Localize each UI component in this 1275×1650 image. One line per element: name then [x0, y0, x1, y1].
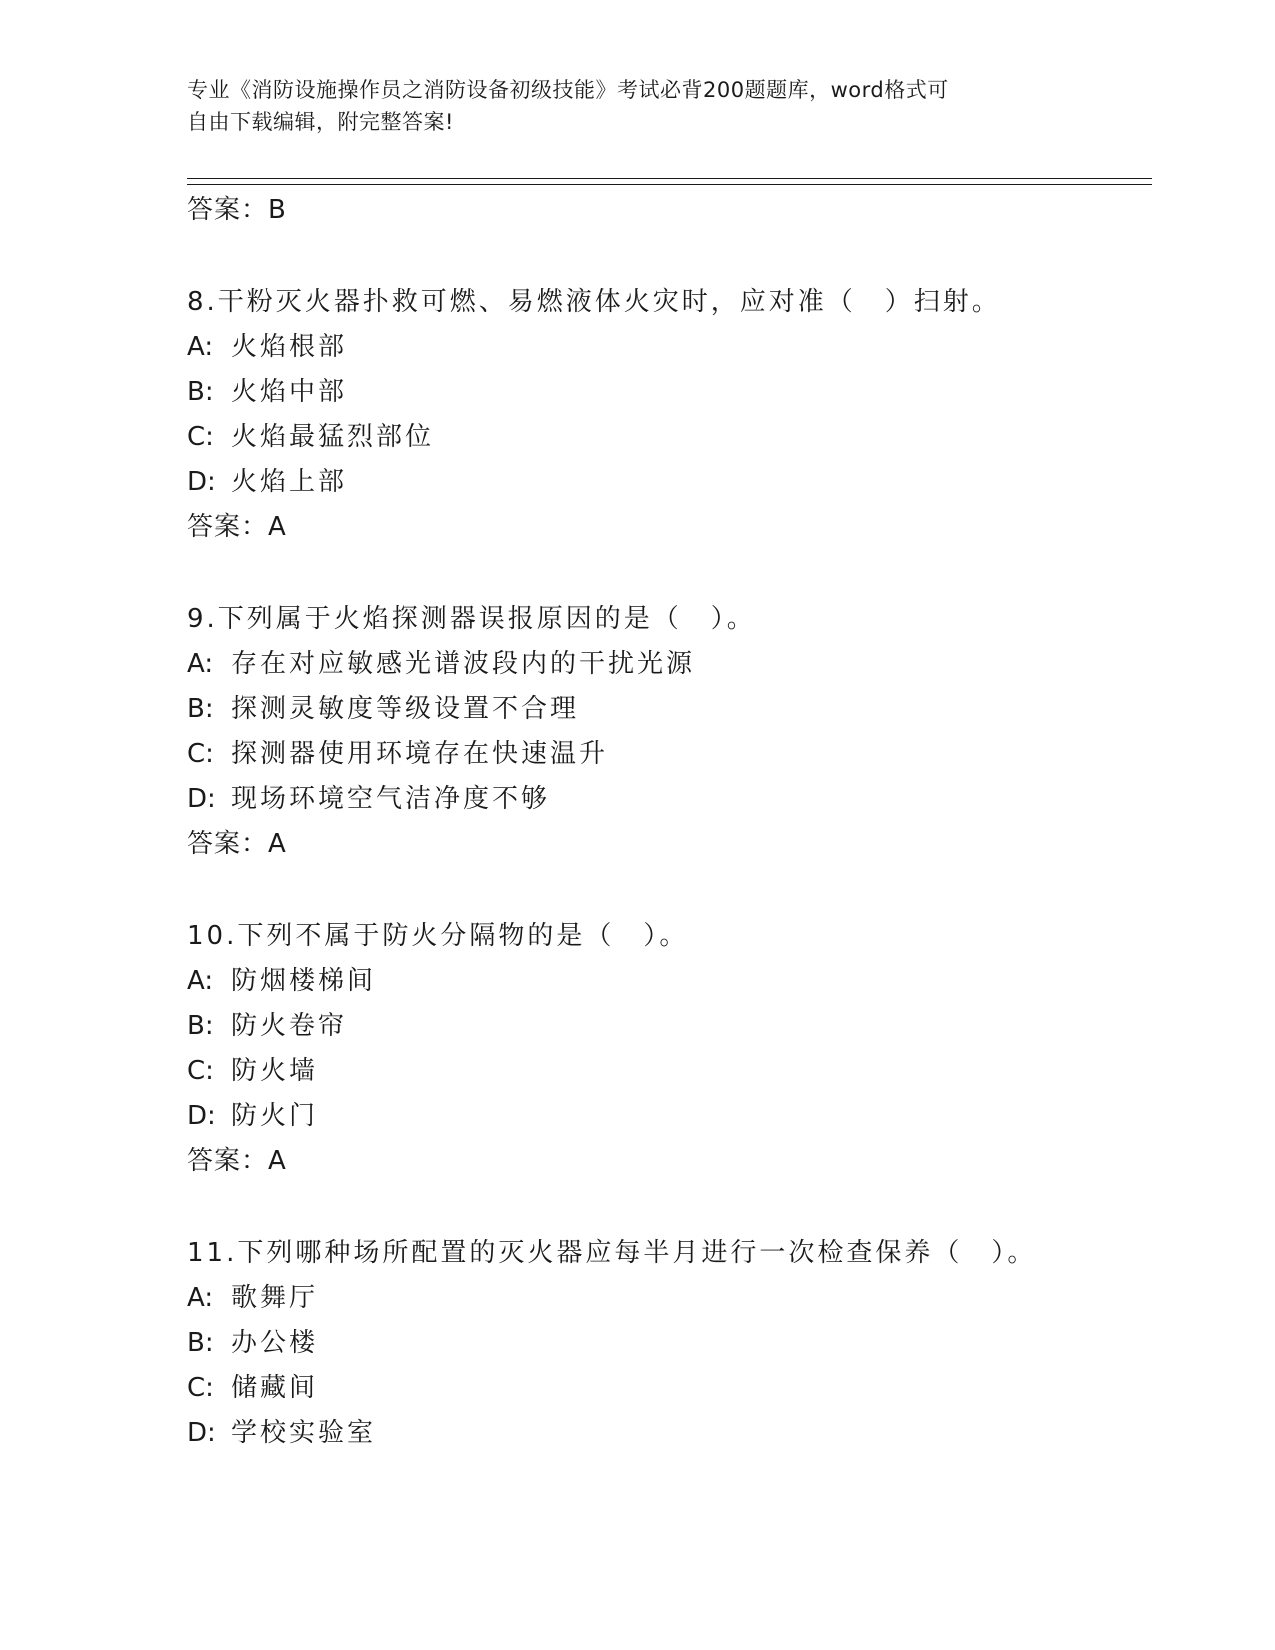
option-letter: C:: [187, 1056, 214, 1086]
option-letter: A:: [187, 966, 214, 996]
option-item: [187, 732, 1152, 777]
option-letter: D:: [187, 1101, 216, 1131]
option-item: [187, 1321, 1152, 1366]
option-text: 火焰最猛烈部位: [231, 422, 435, 452]
option-letter: A:: [187, 332, 214, 362]
answer-line: 答案：A: [187, 829, 287, 859]
option-item: [187, 777, 1152, 822]
option-text: 防火卷帘: [231, 1011, 348, 1041]
option-letter: B:: [187, 1011, 214, 1041]
option-text: 防火墙: [231, 1056, 319, 1086]
option-item: [187, 687, 1152, 732]
option-item: [187, 1411, 1152, 1456]
question-text: 9.下列属于火焰探测器误报原因的是（ ）。: [187, 604, 756, 634]
option-item: [187, 1004, 1152, 1049]
document-header: [187, 74, 1087, 138]
option-item: [187, 642, 1152, 687]
option-item: [187, 460, 1152, 505]
option-item: [187, 1049, 1152, 1094]
question-text: 10.下列不属于防火分隔物的是（ ）。: [187, 921, 689, 951]
option-item: [187, 1094, 1152, 1139]
header-divider-bottom: [187, 184, 1152, 185]
option-letter: D:: [187, 1418, 216, 1448]
option-letter: D:: [187, 784, 216, 814]
option-letter: C:: [187, 1373, 214, 1403]
option-letter: A:: [187, 1283, 214, 1313]
answer-line: 答案：B: [187, 195, 287, 225]
option-letter: C:: [187, 422, 214, 452]
answer-line: 答案：A: [187, 512, 287, 542]
header-line-2: 自由下载编辑，附完整答案!: [187, 110, 454, 134]
header-divider-top: [187, 178, 1152, 179]
option-text: 火焰中部: [231, 377, 348, 407]
question-block: [187, 597, 1152, 867]
option-letter: B:: [187, 377, 214, 407]
option-letter: C:: [187, 739, 214, 769]
option-text: 存在对应敏感光谱波段内的干扰光源: [231, 649, 696, 679]
option-item: [187, 370, 1152, 415]
option-item: [187, 1366, 1152, 1411]
header-line-1: 专业《消防设施操作员之消防设备初级技能》考试必背200题题库，word格式可: [187, 78, 949, 102]
option-text: 歌舞厅: [231, 1283, 319, 1313]
question-text: 8.干粉灭火器扑救可燃、易燃液体火灾时，应对准（ ）扫射。: [187, 287, 1001, 317]
answer-line: 答案：A: [187, 1146, 287, 1176]
option-text: 储藏间: [231, 1373, 319, 1403]
option-text: 防烟楼梯间: [231, 966, 377, 996]
option-item: [187, 959, 1152, 1004]
option-text: 办公楼: [231, 1328, 319, 1358]
option-item: [187, 325, 1152, 370]
option-letter: D:: [187, 467, 216, 497]
option-text: 学校实验室: [231, 1418, 377, 1448]
option-letter: B:: [187, 694, 214, 724]
option-item: [187, 415, 1152, 460]
option-item: [187, 1276, 1152, 1321]
option-text: 现场环境空气洁净度不够: [231, 784, 551, 814]
option-text: 防火门: [231, 1101, 319, 1131]
question-block: [187, 1231, 1152, 1456]
question-block: [187, 280, 1152, 550]
option-letter: A:: [187, 649, 214, 679]
option-text: 火焰根部: [231, 332, 348, 362]
question-block: [187, 914, 1152, 1184]
option-text: 探测灵敏度等级设置不合理: [231, 694, 580, 724]
question-text: 11.下列哪种场所配置的灭火器应每半月进行一次检查保养（ ）。: [187, 1238, 1037, 1268]
option-letter: B:: [187, 1328, 214, 1358]
question-list: [187, 188, 1152, 1456]
option-text: 火焰上部: [231, 467, 348, 497]
option-text: 探测器使用环境存在快速温升: [231, 739, 609, 769]
